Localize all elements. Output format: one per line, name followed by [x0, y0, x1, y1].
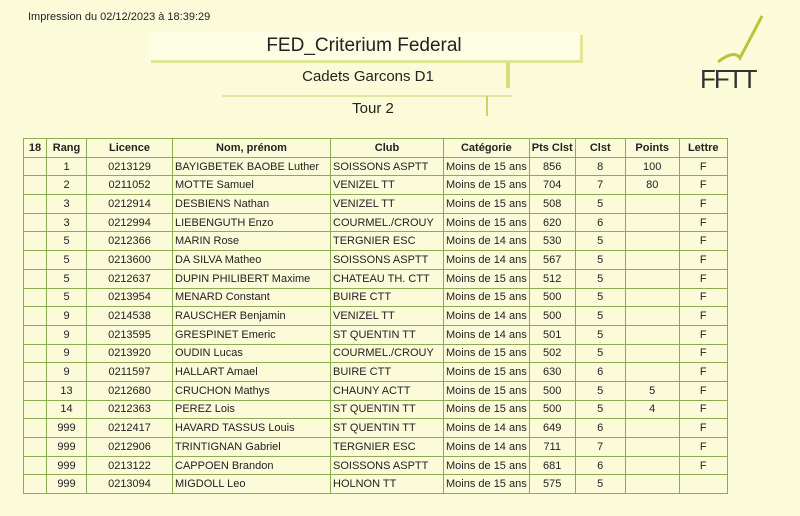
letter-cell: F: [679, 456, 727, 475]
category-cell: Moins de 15 ans: [444, 176, 530, 195]
name-cell: GRESPINET Emeric: [173, 325, 331, 344]
name-cell: RAUSCHER Benjamin: [173, 307, 331, 326]
name-cell: MARIN Rose: [173, 232, 331, 251]
table-row: [24, 213, 728, 232]
name-cell: MENARD Constant: [173, 288, 331, 307]
table-row: [24, 456, 728, 475]
column-header: Nom, prénom: [173, 139, 331, 158]
row-marker-cell: [24, 232, 47, 251]
points-cell: [625, 363, 679, 382]
rank-cell: 3: [47, 195, 87, 214]
licence-cell: 0214538: [87, 307, 173, 326]
column-header: Lettre: [679, 139, 727, 158]
category-cell: Moins de 15 ans: [444, 475, 530, 494]
pts-cell: 500: [529, 381, 575, 400]
clst-cell: 5: [575, 251, 625, 270]
licence-cell: 0213954: [87, 288, 173, 307]
category-cell: Moins de 14 ans: [444, 438, 530, 457]
letter-cell: F: [679, 251, 727, 270]
fftt-logo: [700, 14, 780, 94]
pts-cell: 501: [529, 325, 575, 344]
licence-cell: 0212417: [87, 419, 173, 438]
club-cell: TERGNIER ESC: [331, 232, 444, 251]
row-marker-cell: [24, 251, 47, 270]
letter-cell: F: [679, 438, 727, 457]
name-cell: DUPIN PHILIBERT Maxime: [173, 269, 331, 288]
category-cell: Moins de 15 ans: [444, 269, 530, 288]
name-cell: TRINTIGNAN Gabriel: [173, 438, 331, 457]
rank-cell: 999: [47, 475, 87, 494]
clst-cell: 5: [575, 269, 625, 288]
name-cell: MOTTE Samuel: [173, 176, 331, 195]
pts-cell: 649: [529, 419, 575, 438]
points-cell: 4: [625, 400, 679, 419]
club-cell: ST QUENTIN TT: [331, 325, 444, 344]
table-row: [24, 251, 728, 270]
table-row: [24, 307, 728, 326]
rank-cell: 3: [47, 213, 87, 232]
points-cell: [625, 288, 679, 307]
category-cell: Moins de 15 ans: [444, 157, 530, 176]
letter-cell: F: [679, 307, 727, 326]
licence-cell: 0211052: [87, 176, 173, 195]
pts-cell: 502: [529, 344, 575, 363]
licence-cell: 0212637: [87, 269, 173, 288]
table-row: [24, 363, 728, 382]
row-marker-cell: [24, 325, 47, 344]
letter-cell: F: [679, 344, 727, 363]
rank-cell: 5: [47, 251, 87, 270]
pts-cell: 567: [529, 251, 575, 270]
licence-cell: 0212914: [87, 195, 173, 214]
points-cell: [625, 456, 679, 475]
rank-cell: 5: [47, 232, 87, 251]
category-cell: Moins de 15 ans: [444, 344, 530, 363]
table-row: [24, 232, 728, 251]
clst-cell: 5: [575, 325, 625, 344]
pts-cell: 681: [529, 456, 575, 475]
clst-cell: 5: [575, 307, 625, 326]
column-header: Club: [331, 139, 444, 158]
name-cell: DESBIENS Nathan: [173, 195, 331, 214]
column-header: Pts Clst: [529, 139, 575, 158]
competition-subtitle: Cadets Garcons D1: [302, 68, 434, 85]
clst-cell: 7: [575, 438, 625, 457]
row-marker-cell: [24, 400, 47, 419]
letter-cell: F: [679, 269, 727, 288]
points-cell: [625, 195, 679, 214]
table-row: [24, 176, 728, 195]
points-cell: [625, 438, 679, 457]
row-marker-cell: [24, 195, 47, 214]
clst-cell: 5: [575, 288, 625, 307]
row-marker-cell: [24, 213, 47, 232]
club-cell: BUIRE CTT: [331, 363, 444, 382]
table-row: [24, 288, 728, 307]
club-cell: BUIRE CTT: [331, 288, 444, 307]
table-row: [24, 419, 728, 438]
pts-cell: 500: [529, 400, 575, 419]
clst-cell: 6: [575, 419, 625, 438]
category-cell: Moins de 15 ans: [444, 213, 530, 232]
licence-cell: 0213122: [87, 456, 173, 475]
decor-line: [506, 62, 510, 88]
clst-cell: 7: [575, 176, 625, 195]
table-row: [24, 195, 728, 214]
pts-cell: 500: [529, 288, 575, 307]
table-row: [24, 269, 728, 288]
rank-cell: 9: [47, 325, 87, 344]
club-cell: VENIZEL TT: [331, 307, 444, 326]
pts-cell: 711: [529, 438, 575, 457]
club-cell: CHAUNY ACTT: [331, 381, 444, 400]
column-header: Licence: [87, 139, 173, 158]
table-row: [24, 344, 728, 363]
licence-cell: 0213094: [87, 475, 173, 494]
category-cell: Moins de 15 ans: [444, 381, 530, 400]
category-cell: Moins de 14 ans: [444, 232, 530, 251]
rank-cell: 999: [47, 456, 87, 475]
points-cell: [625, 475, 679, 494]
category-cell: Moins de 15 ans: [444, 456, 530, 475]
category-cell: Moins de 15 ans: [444, 363, 530, 382]
pts-cell: 508: [529, 195, 575, 214]
category-cell: Moins de 14 ans: [444, 419, 530, 438]
licence-cell: 0213600: [87, 251, 173, 270]
clst-cell: 5: [575, 195, 625, 214]
clst-cell: 8: [575, 157, 625, 176]
table-row: [24, 157, 728, 176]
points-cell: [625, 213, 679, 232]
clst-cell: 6: [575, 363, 625, 382]
pts-cell: 512: [529, 269, 575, 288]
letter-cell: F: [679, 288, 727, 307]
name-cell: LIEBENGUTH Enzo: [173, 213, 331, 232]
points-cell: [625, 269, 679, 288]
table-row: [24, 438, 728, 457]
letter-cell: F: [679, 419, 727, 438]
club-cell: COURMEL./CROUY: [331, 213, 444, 232]
points-cell: [625, 232, 679, 251]
table-header-row: [24, 139, 728, 158]
licence-cell: 0212366: [87, 232, 173, 251]
rank-cell: 9: [47, 307, 87, 326]
table-row: [24, 381, 728, 400]
table-row: [24, 400, 728, 419]
name-cell: HALLART Amael: [173, 363, 331, 382]
letter-cell: F: [679, 325, 727, 344]
pts-cell: 630: [529, 363, 575, 382]
category-cell: Moins de 15 ans: [444, 400, 530, 419]
clst-cell: 5: [575, 381, 625, 400]
name-cell: OUDIN Lucas: [173, 344, 331, 363]
decor-line: [486, 96, 488, 116]
letter-cell: F: [679, 176, 727, 195]
decor-line: [222, 95, 512, 97]
pts-cell: 856: [529, 157, 575, 176]
letter-cell: F: [679, 213, 727, 232]
row-marker-cell: [24, 344, 47, 363]
table-row: [24, 475, 728, 494]
name-cell: HAVARD TASSUS Louis: [173, 419, 331, 438]
table-row: [24, 325, 728, 344]
pts-cell: 575: [529, 475, 575, 494]
table-body: [24, 157, 728, 493]
row-marker-cell: [24, 307, 47, 326]
rank-cell: 14: [47, 400, 87, 419]
results-table: [23, 138, 728, 494]
row-marker-cell: [24, 176, 47, 195]
points-cell: 80: [625, 176, 679, 195]
rank-cell: 13: [47, 381, 87, 400]
club-cell: CHATEAU TH. CTT: [331, 269, 444, 288]
pts-cell: 530: [529, 232, 575, 251]
points-cell: [625, 325, 679, 344]
pts-cell: 500: [529, 307, 575, 326]
club-cell: VENIZEL TT: [331, 195, 444, 214]
letter-cell: F: [679, 400, 727, 419]
row-marker-cell: [24, 157, 47, 176]
letter-cell: F: [679, 381, 727, 400]
category-cell: Moins de 14 ans: [444, 325, 530, 344]
rank-cell: 9: [47, 344, 87, 363]
rank-cell: 9: [47, 363, 87, 382]
name-cell: MIGDOLL Leo: [173, 475, 331, 494]
club-cell: SOISSONS ASPTT: [331, 157, 444, 176]
club-cell: HOLNON TT: [331, 475, 444, 494]
category-cell: Moins de 15 ans: [444, 288, 530, 307]
column-header: Rang: [47, 139, 87, 158]
clst-cell: 5: [575, 400, 625, 419]
club-cell: ST QUENTIN TT: [331, 419, 444, 438]
category-cell: Moins de 14 ans: [444, 251, 530, 270]
category-cell: Moins de 15 ans: [444, 195, 530, 214]
column-header: 18: [24, 139, 47, 158]
print-date: Impression du 02/12/2023 à 18:39:29: [28, 11, 211, 23]
clst-cell: 6: [575, 213, 625, 232]
row-marker-cell: [24, 475, 47, 494]
row-marker-cell: [24, 419, 47, 438]
points-cell: 100: [625, 157, 679, 176]
category-cell: Moins de 14 ans: [444, 307, 530, 326]
points-cell: [625, 344, 679, 363]
name-cell: DA SILVA Matheo: [173, 251, 331, 270]
rank-cell: 2: [47, 176, 87, 195]
row-marker-cell: [24, 456, 47, 475]
clst-cell: 5: [575, 344, 625, 363]
clst-cell: 5: [575, 475, 625, 494]
name-cell: PEREZ Lois: [173, 400, 331, 419]
club-cell: ST QUENTIN TT: [331, 400, 444, 419]
rank-cell: 5: [47, 288, 87, 307]
clst-cell: 5: [575, 232, 625, 251]
name-cell: CRUCHON Mathys: [173, 381, 331, 400]
tour-label: Tour 2: [352, 100, 394, 117]
letter-cell: F: [679, 363, 727, 382]
logo-text: FFTT: [700, 64, 756, 94]
licence-cell: 0212680: [87, 381, 173, 400]
rank-cell: 1: [47, 157, 87, 176]
club-cell: SOISSONS ASPTT: [331, 456, 444, 475]
club-cell: VENIZEL TT: [331, 176, 444, 195]
club-cell: SOISSONS ASPTT: [331, 251, 444, 270]
licence-cell: 0213129: [87, 157, 173, 176]
name-cell: CAPPOEN Brandon: [173, 456, 331, 475]
licence-cell: 0211597: [87, 363, 173, 382]
letter-cell: F: [679, 232, 727, 251]
licence-cell: 0212994: [87, 213, 173, 232]
pts-cell: 620: [529, 213, 575, 232]
licence-cell: 0212906: [87, 438, 173, 457]
row-marker-cell: [24, 363, 47, 382]
row-marker-cell: [24, 269, 47, 288]
points-cell: 5: [625, 381, 679, 400]
points-cell: [625, 251, 679, 270]
name-cell: BAYIGBETEK BAOBE Luther: [173, 157, 331, 176]
points-cell: [625, 419, 679, 438]
page-title: FED_Criterium Federal: [148, 32, 580, 60]
clst-cell: 6: [575, 456, 625, 475]
rank-cell: 5: [47, 269, 87, 288]
row-marker-cell: [24, 438, 47, 457]
letter-cell: [679, 475, 727, 494]
letter-cell: F: [679, 195, 727, 214]
column-header: Points: [625, 139, 679, 158]
points-cell: [625, 307, 679, 326]
pts-cell: 704: [529, 176, 575, 195]
licence-cell: 0212363: [87, 400, 173, 419]
rank-cell: 999: [47, 419, 87, 438]
rank-cell: 999: [47, 438, 87, 457]
row-marker-cell: [24, 288, 47, 307]
letter-cell: F: [679, 157, 727, 176]
column-header: Clst: [575, 139, 625, 158]
licence-cell: 0213920: [87, 344, 173, 363]
column-header: Catégorie: [444, 139, 530, 158]
club-cell: TERGNIER ESC: [331, 438, 444, 457]
licence-cell: 0213595: [87, 325, 173, 344]
row-marker-cell: [24, 381, 47, 400]
club-cell: COURMEL./CROUY: [331, 344, 444, 363]
